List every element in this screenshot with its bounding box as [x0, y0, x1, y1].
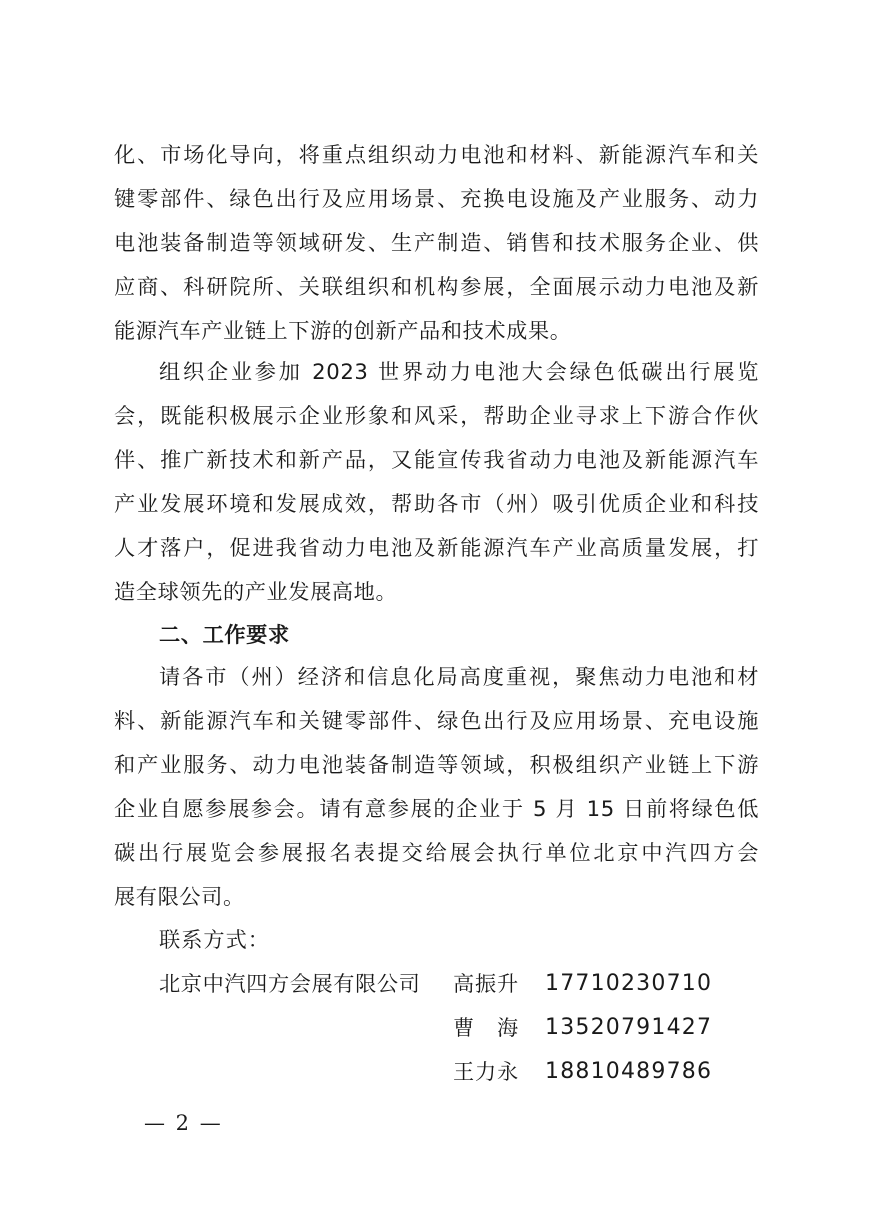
paragraph-line: 产业发展环境和发展成效，帮助各市（州）吸引优质企业和科技 [114, 491, 759, 516]
contact-name: 王力永 [453, 1059, 519, 1084]
paragraph-line: 应商、科研院所、关联组织和机构参展，全面展示动力电池及新 [114, 274, 759, 299]
paragraph-line: 请各市（州）经济和信息化局高度重视，聚焦动力电池和材 [159, 664, 759, 689]
contact-company: 北京中汽四方会展有限公司 [159, 971, 421, 996]
paragraph-line: 展有限公司。 [114, 884, 245, 909]
section-heading: 二、工作要求 [159, 622, 290, 647]
paragraph-line: 伴、推广新技术和新产品，又能宣传我省动力电池及新能源汽车 [114, 447, 759, 472]
paragraph-line: 化、市场化导向，将重点组织动力电池和材料、新能源汽车和关 [114, 142, 759, 167]
paragraph-line: 料、新能源汽车和关键零部件、绿色出行及应用场景、充电设施 [114, 708, 759, 733]
paragraph-line: 造全球领先的产业发展高地。 [114, 579, 398, 604]
contact-phone: 18810489786 [545, 1059, 713, 1084]
paragraph-line: 碳出行展览会参展报名表提交给展会执行单位北京中汽四方会 [114, 840, 759, 865]
contact-phone: 17710230710 [545, 971, 713, 996]
page-number: — 2 — [144, 1111, 223, 1135]
contact-name: 高振升 [453, 971, 519, 996]
contact-name: 曹 海 [453, 1015, 519, 1040]
paragraph-line: 会，既能积极展示企业形象和风采，帮助企业寻求上下游合作伙 [114, 403, 759, 428]
paragraph-line: 人才落户，促进我省动力电池及新能源汽车产业高质量发展，打 [114, 535, 759, 560]
paragraph-line: 组织企业参加 2023 世界动力电池大会绿色低碳出行展览 [159, 359, 759, 384]
paragraph-line: 电池装备制造等领域研发、生产制造、销售和技术服务企业、供 [114, 230, 759, 255]
paragraph-line: 和产业服务、动力电池装备制造等领域，积极组织产业链上下游 [114, 752, 759, 777]
paragraph-line: 能源汽车产业链上下游的创新产品和技术成果。 [114, 318, 572, 343]
contact-phone: 13520791427 [545, 1015, 713, 1040]
paragraph-line: 键零部件、绿色出行及应用场景、充换电设施及产业服务、动力 [114, 186, 759, 211]
contact-label: 联系方式： [159, 927, 270, 952]
paragraph-line: 企业自愿参展参会。请有意参展的企业于 5 月 15 日前将绿色低 [114, 796, 759, 821]
